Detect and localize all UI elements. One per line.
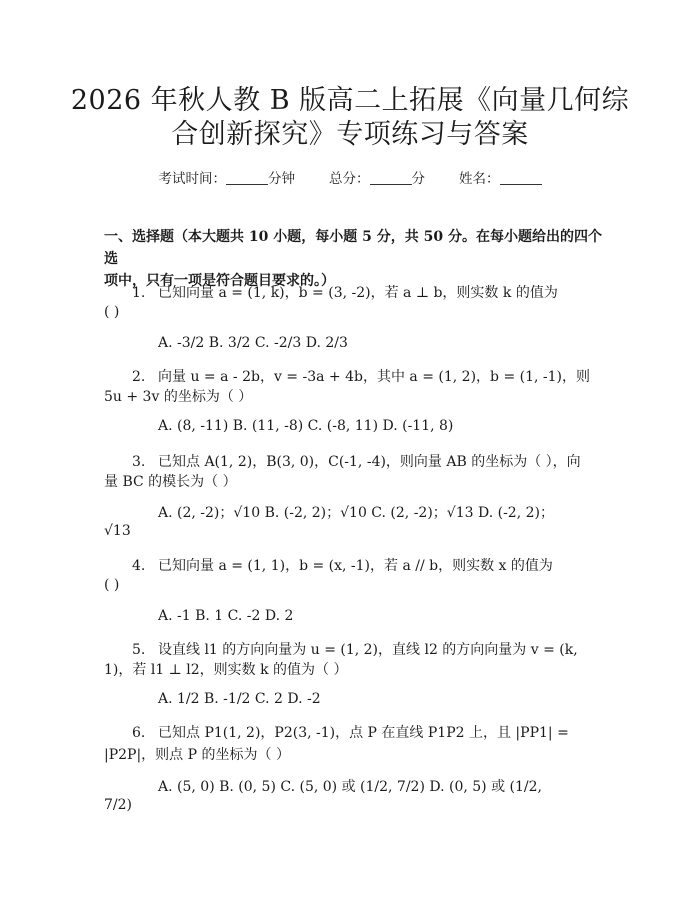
section-heading-line1: 一、选择题（本大题共 10 小题，每小题 5 分，共 50 分。在每小题给出的四个选 bbox=[104, 229, 602, 267]
question-2 bbox=[132, 366, 590, 386]
score-blank bbox=[370, 171, 412, 185]
question-4-cont: ( ) bbox=[104, 577, 120, 593]
question-2-cont: 5u + 3v 的坐标为（ ） bbox=[104, 389, 253, 405]
question-number: 3. bbox=[132, 454, 146, 470]
question-4 bbox=[132, 555, 553, 575]
question-text: 已知点 A(1, 2)，B(3, 0)，C(-1, -4)，则向量 AB 的坐标为（ ），向 bbox=[158, 454, 581, 470]
time-blank bbox=[226, 171, 268, 185]
question-5 bbox=[132, 639, 578, 659]
question-6-cont: |P2P|，则点 P 的坐标为（ ） bbox=[104, 747, 290, 763]
question-6-options: A. (5, 0) B. (0, 5) C. (5, 0) 或 (1/2, 7/2) D. (0, 5) 或 (1/2, bbox=[158, 779, 542, 795]
exam-title-line2: 合创新探究》专项练习与答案 bbox=[171, 119, 529, 150]
question-3-options: A. (2, -2)；√10 B. (-2, 2)；√10 C. (2, -2)；√13 D. (-2, 2)； bbox=[158, 505, 554, 521]
time-unit: 分钟 bbox=[268, 171, 295, 187]
exam-title-line1: 2026 年秋人教 B 版高二上拓展《向量几何综 bbox=[70, 85, 630, 116]
time-label: 考试时间： bbox=[158, 171, 226, 187]
question-6-options-cont: 7/2) bbox=[104, 797, 132, 813]
score-label: 总分： bbox=[329, 171, 370, 187]
question-number: 6. bbox=[132, 725, 146, 741]
question-number: 1. bbox=[132, 285, 146, 301]
question-4-options: A. -1 B. 1 C. -2 D. 2 bbox=[158, 608, 294, 624]
question-3-options-cont: √13 bbox=[104, 523, 131, 539]
question-number: 4. bbox=[132, 558, 146, 574]
question-number: 5. bbox=[132, 642, 146, 658]
question-text: 设直线 l1 的方向向量为 u = (1, 2)，直线 l2 的方向向量为 v = (k, bbox=[158, 642, 578, 658]
question-1-cont: ( ) bbox=[104, 304, 120, 320]
question-text: 已知点 P1(1, 2)，P2(3, -1)，点 P 在直线 P1P2 上，且 |PP1| = bbox=[158, 725, 569, 741]
question-text: 向量 u = a - 2b，v = -3a + 4b，其中 a = (1, 2)，b = (1, -1)，则 bbox=[158, 369, 590, 385]
question-6 bbox=[132, 722, 569, 742]
question-5-cont: 1)，若 l1 ⊥ l2，则实数 k 的值为（ ） bbox=[104, 662, 348, 678]
question-1-options: A. -3/2 B. 3/2 C. -2/3 D. 2/3 bbox=[158, 335, 348, 351]
name-blank bbox=[500, 171, 542, 185]
question-2-options: A. (8, -11) B. (11, -8) C. (-8, 11) D. (-11, 8) bbox=[158, 418, 454, 434]
name-label: 姓名： bbox=[459, 171, 500, 187]
question-text: 已知向量 a = (1, k)，b = (3, -2)，若 a ⊥ b，则实数 k 的值为 bbox=[158, 285, 558, 301]
question-1 bbox=[132, 282, 558, 302]
question-5-options: A. 1/2 B. -1/2 C. 2 D. -2 bbox=[158, 691, 321, 707]
question-number: 2. bbox=[132, 369, 146, 385]
exam-meta bbox=[0, 167, 700, 187]
score-unit: 分 bbox=[411, 171, 425, 187]
section-heading-line2: 项中，只有一项是符合题目要求的。） bbox=[104, 273, 335, 289]
question-text: 已知向量 a = (1, 1)，b = (x, -1)，若 a // b，则实数 x 的值为 bbox=[158, 558, 553, 574]
question-3 bbox=[132, 451, 581, 471]
question-3-cont: 量 BC 的模长为（ ） bbox=[104, 474, 237, 490]
